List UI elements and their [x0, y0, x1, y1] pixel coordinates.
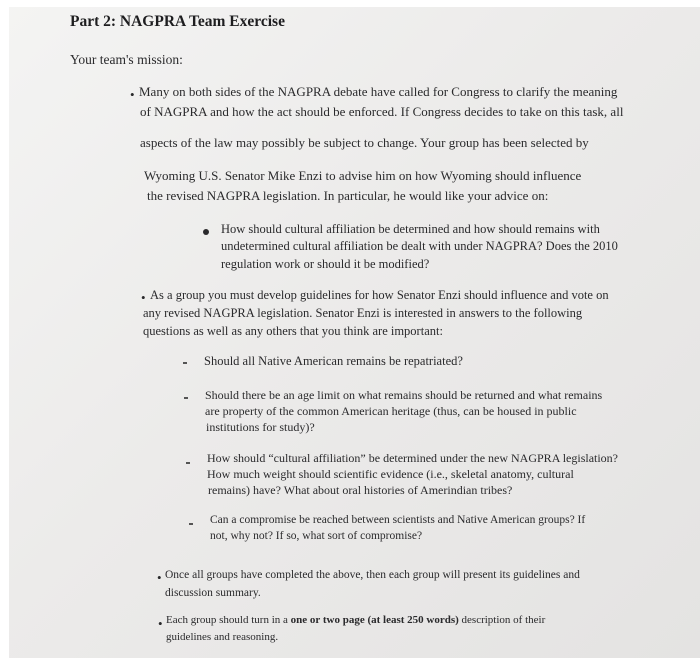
paragraph-line: guidelines and reasoning.: [166, 631, 279, 643]
text-run: Each group should turn in a: [166, 614, 291, 626]
question-line: How much weight should scientific evidence (i.e., skeletal anatomy, cultural: [207, 467, 574, 481]
paragraph-line: [166, 613, 545, 628]
mission-label: Your team's mission:: [70, 52, 183, 67]
bullet-marker: •: [157, 570, 162, 585]
page-top-margin: [0, 0, 700, 7]
dash-marker: [184, 397, 188, 399]
bullet-marker: •: [141, 290, 146, 305]
question-line: are property of the common American heritage (thus, can be housed in public: [205, 404, 577, 418]
bullet-marker: •: [130, 87, 135, 102]
question-line: remains) have? What about oral histories of Amerindian tribes?: [208, 483, 513, 497]
dash-marker: [183, 362, 187, 364]
paragraph-line: the revised NAGPRA legislation. In particular, he would like your advice on:: [147, 188, 549, 203]
paragraph-line: Many on both sides of the NAGPRA debate have called for Congress to clarify the meaning: [139, 84, 618, 99]
emphasis-text: one or two page (at least 250 words): [290, 614, 459, 626]
paragraph-line: any revised NAGPRA legislation. Senator Enzi is interested in answers to the following: [143, 306, 583, 320]
question-line: How should “cultural affiliation” be determined under the new NAGPRA legislation?: [207, 451, 619, 465]
dash-marker: [189, 523, 193, 525]
text-run: description of their: [458, 614, 546, 626]
paragraph-line: discussion summary.: [165, 587, 261, 599]
sub-bullet-line: regulation work or should it be modified?: [221, 257, 430, 271]
question-line: institutions for study)?: [206, 420, 315, 434]
question-line: Should all Native American remains be repatriated?: [204, 354, 463, 368]
question-line: Should there be an age limit on what remains should be returned and what remains: [205, 388, 603, 402]
question-line: Can a compromise be reached between scientists and Native American groups? If: [210, 514, 586, 526]
page-title: Part 2: NAGPRA Team Exercise: [70, 13, 285, 30]
question-line: not, why not? If so, what sort of compromise?: [210, 530, 423, 542]
page-left-margin: [0, 0, 9, 658]
paragraph-line: Once all groups have completed the above, then each group will present its guidelines and: [165, 569, 580, 581]
sub-bullet-line: undetermined cultural affiliation be dealt with under NAGPRA? Does the 2010: [221, 239, 618, 253]
paragraph-line: questions as well as any others that you think are important:: [143, 324, 443, 338]
dash-marker: [186, 462, 190, 464]
paragraph-line: aspects of the law may possibly be subject to change. Your group has been selected by: [140, 135, 589, 150]
bullet-marker: •: [158, 616, 163, 631]
paragraph-line: Wyoming U.S. Senator Mike Enzi to advise him on how Wyoming should influence: [144, 168, 582, 183]
paragraph-line: As a group you must develop guidelines for how Senator Enzi should influence and vote on: [150, 288, 609, 302]
sub-bullet-dot: [203, 229, 209, 235]
paragraph-line: of NAGPRA and how the act should be enforced. If Congress decides to take on this task, all: [140, 104, 624, 119]
sub-bullet-line: How should cultural affiliation be determined and how should remains with: [221, 222, 600, 236]
